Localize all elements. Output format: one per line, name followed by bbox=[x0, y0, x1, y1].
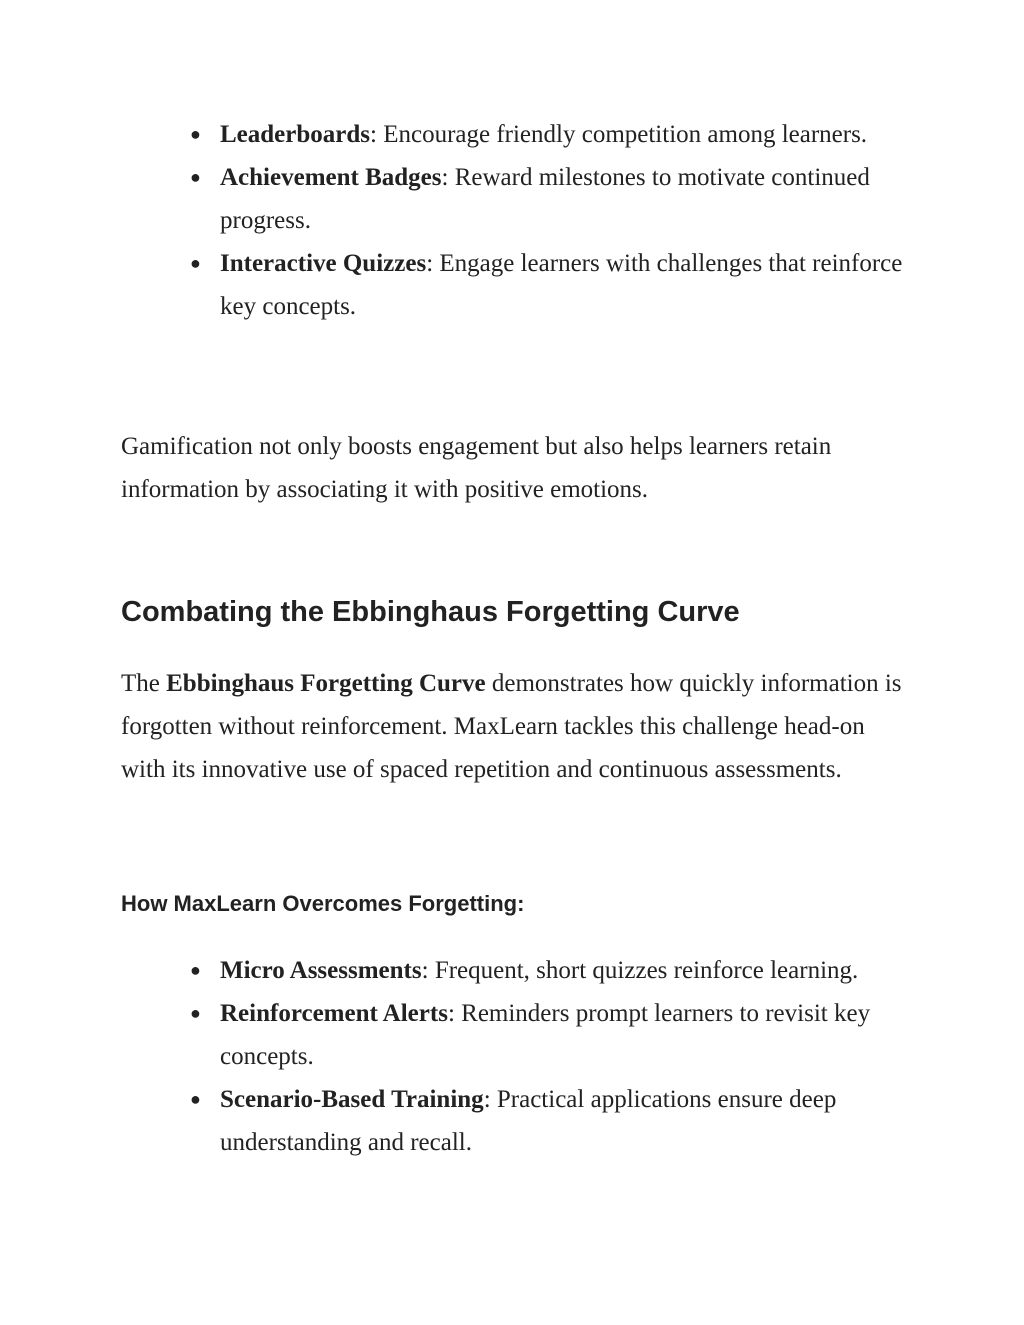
list-item-separator: : bbox=[441, 164, 449, 191]
subheading: How MaxLearn Overcomes Forgetting: bbox=[121, 891, 525, 916]
bullet-icon: ● bbox=[190, 167, 201, 187]
list-item-text: Reminders prompt learners to revisit key concepts. bbox=[220, 1000, 871, 1070]
list-item-term: Scenario-Based Training bbox=[220, 1086, 484, 1113]
bullet-icon: ● bbox=[190, 1089, 201, 1109]
list-item bbox=[188, 1078, 908, 1164]
intro-rest: demonstrates how quickly information is forgotten without reinforcement. MaxLearn tackles this challenge head-on with its innovative use of spaced repetition and continuous assessments. bbox=[121, 670, 902, 783]
list-item-term: Leaderboards bbox=[220, 121, 370, 148]
list-item-text: Engage learners with challenges that reinforce key concepts. bbox=[220, 250, 903, 320]
list-item-term: Achievement Badges bbox=[220, 164, 442, 191]
intro-term: Ebbinghaus Forgetting Curve bbox=[166, 670, 486, 697]
list-item-text: Practical applications ensure deep understanding and recall. bbox=[220, 1086, 837, 1156]
bullet-icon: ● bbox=[190, 253, 201, 273]
list-item bbox=[188, 949, 908, 992]
intro-lead: The bbox=[121, 670, 167, 697]
gamification-paragraph: Gamification not only boosts engagement but also helps learners retain information by associating it with positive emotions. bbox=[121, 433, 832, 503]
list-item-term: Interactive Quizzes bbox=[220, 250, 427, 277]
list-item-separator: : bbox=[483, 1086, 491, 1113]
bullet-icon: ● bbox=[190, 960, 201, 980]
list-item-separator: : bbox=[370, 121, 377, 148]
list-item bbox=[188, 156, 908, 242]
list-item-term: Micro Assessments bbox=[220, 957, 422, 984]
bullet-icon: ● bbox=[190, 124, 201, 144]
forgetting-strategies-list bbox=[188, 949, 908, 1164]
section-heading: Combating the Ebbinghaus Forgetting Curve bbox=[121, 596, 740, 628]
gamification-features-list bbox=[188, 113, 908, 328]
list-item-separator: : bbox=[421, 957, 429, 984]
bullet-icon: ● bbox=[190, 1003, 201, 1023]
list-item-separator: : bbox=[447, 1000, 455, 1027]
list-item-term: Reinforcement Alerts bbox=[220, 1000, 448, 1027]
list-item bbox=[188, 113, 908, 156]
list-item-separator: : bbox=[426, 250, 434, 277]
list-item-text: Encourage friendly competition among learners. bbox=[376, 121, 868, 148]
list-item-text: Reward milestones to motivate continued progress. bbox=[220, 164, 870, 234]
intro-paragraph bbox=[121, 662, 911, 791]
list-item bbox=[188, 992, 908, 1078]
list-item-text: Frequent, short quizzes reinforce learning. bbox=[428, 957, 859, 984]
list-item bbox=[188, 242, 908, 328]
